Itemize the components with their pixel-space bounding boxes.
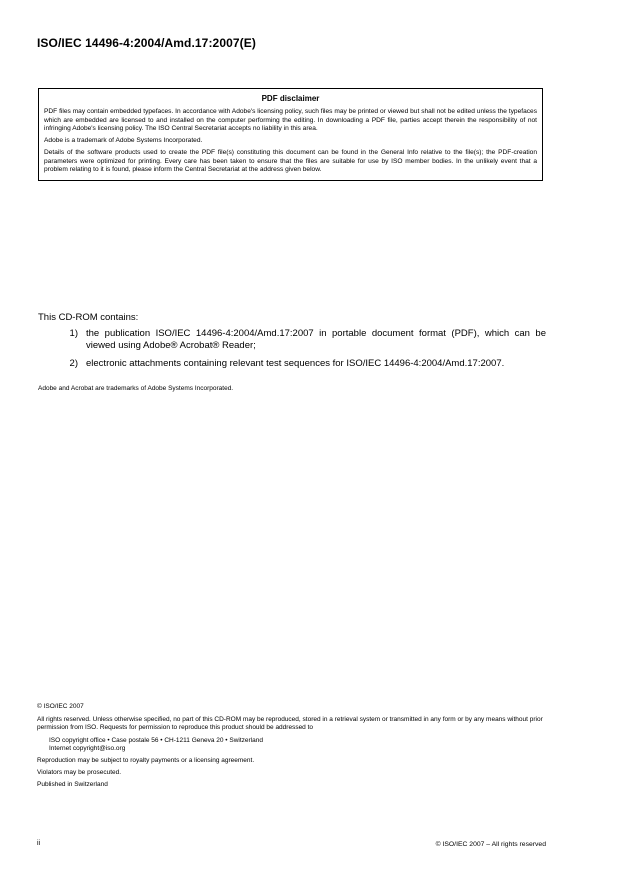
list-item-number: 1) bbox=[69, 328, 78, 339]
copyright-block bbox=[37, 703, 547, 794]
violators-note: Violators may be prosecuted. bbox=[37, 769, 122, 777]
list-item bbox=[38, 358, 546, 370]
trademark-note: Adobe and Acrobat are trademarks of Adobe Systems Incorporated. bbox=[38, 385, 234, 392]
footer-rights: © ISO/IEC 2007 – All rights reserved bbox=[435, 841, 546, 848]
cdrom-intro: This CD-ROM contains: bbox=[38, 312, 139, 323]
page-number: ii bbox=[37, 840, 41, 847]
address-line: ISO copyright office • Case postale 56 • CH-1211 Geneva 20 • Switzerland bbox=[49, 736, 263, 744]
list-item-text: the publication ISO/IEC 14496-4:2004/Amd.17:2007 in portable document format (PDF), which can be viewed using Adobe® Acrobat® Reader; bbox=[86, 328, 546, 351]
disclaimer-paragraph: Adobe is a trademark of Adobe Systems Incorporated. bbox=[44, 137, 203, 145]
pdf-disclaimer-box bbox=[38, 88, 543, 181]
list-item bbox=[38, 328, 546, 352]
list-item-number: 2) bbox=[69, 358, 78, 369]
list-item-text: electronic attachments containing relevant test sequences for ISO/IEC 14496-4:2004/Amd.17:2007. bbox=[86, 358, 505, 369]
rights-statement: All rights reserved. Unless otherwise specified, no part of this CD-ROM may be reproduced, stored in a retrieval system or transmitted in any form or by any means without prior permission from ISO. Requests for permission to reproduce this product should be addressed to bbox=[37, 716, 543, 732]
disclaimer-paragraph: Details of the software products used to create the PDF file(s) constituting this document can be found in the General Info relative to the file(s); the PDF-creation parameters were optimized for printing. Every care has been taken to ensure that the files are suitable for use by ISO member bodies. In the unlikely event that a problem relating to it is found, please inform the Central Secretariat at the address given below. bbox=[44, 149, 537, 174]
disclaimer-title: PDF disclaimer bbox=[261, 94, 320, 103]
cdrom-contents-list bbox=[38, 328, 546, 376]
royalty-note: Reproduction may be subject to royalty payments or a licensing agreement. bbox=[37, 757, 255, 765]
copyright-office-address bbox=[37, 737, 547, 753]
disclaimer-paragraph: PDF files may contain embedded typefaces. In accordance with Adobe's licensing policy, such files may be printed or viewed but shall not be edited unless the typefaces which are embedded are licensed to and installed on the computer performing the editing. In downloading a PDF file, parties accept therein the responsibility of not infringing Adobe's licensing policy. The ISO Central Secretariat accepts no liability in this area. bbox=[44, 108, 537, 132]
document-title: ISO/IEC 14496-4:2004/Amd.17:2007(E) bbox=[37, 36, 256, 50]
copyright-notice: © ISO/IEC 2007 bbox=[37, 703, 84, 710]
contact-email: Internet copyright@iso.org bbox=[49, 744, 126, 752]
published-note: Published in Switzerland bbox=[37, 781, 108, 789]
